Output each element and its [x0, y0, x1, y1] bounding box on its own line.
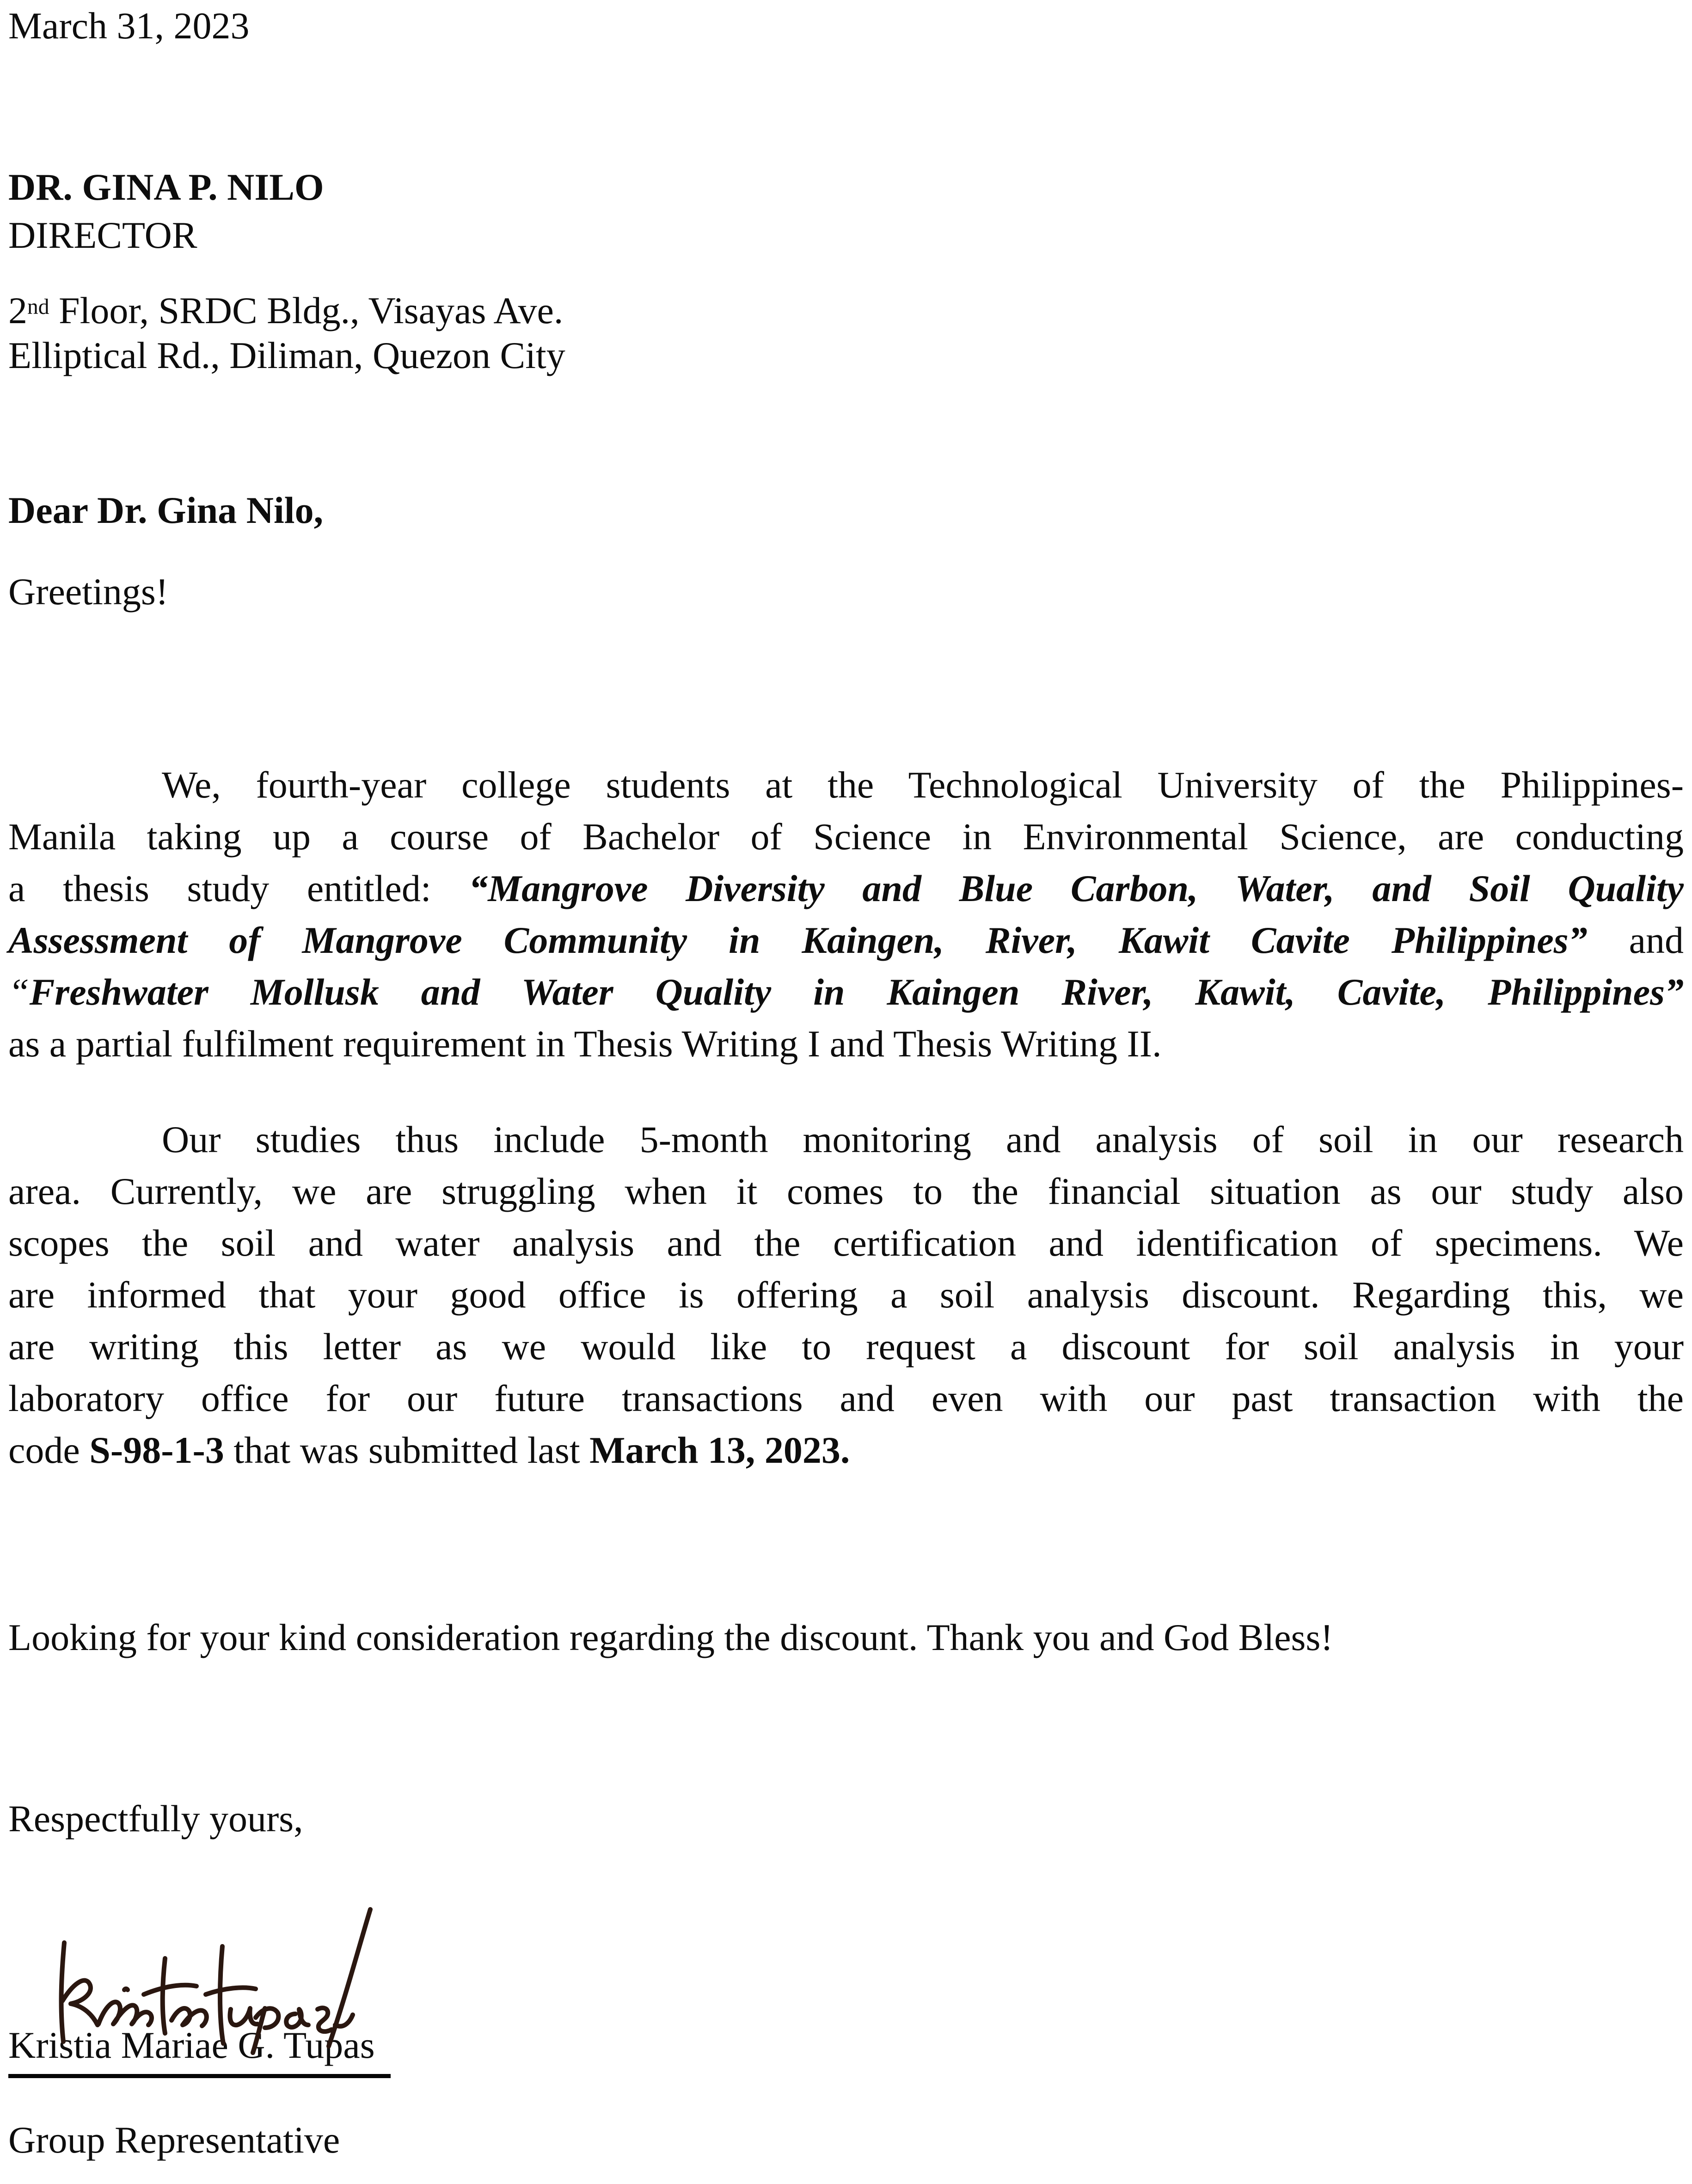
- signature-image: [44, 1904, 386, 2061]
- paragraph-line: [8, 914, 1684, 966]
- paragraph-line: [8, 863, 1684, 914]
- recipient-address-line2: Elliptical Rd., Diliman, Quezon City: [8, 334, 565, 376]
- signer-role: Group Representative: [8, 2119, 340, 2161]
- text-segment: S-98-1-3: [89, 1429, 224, 1471]
- greeting-line: Greetings!: [8, 571, 169, 613]
- text-segment: laboratory office for our future transactions and even with our past transaction with the: [8, 1377, 1684, 1419]
- text-segment: are informed that your good office is offering a soil analysis discount. Regarding this, we: [8, 1274, 1684, 1316]
- address1-ordinal: nd: [27, 295, 49, 319]
- address1-rest: Floor, SRDC Bldg., Visayas Ave.: [49, 289, 564, 331]
- body-paragraph-2: [8, 1114, 1684, 1476]
- valediction: Respectfully yours,: [8, 1798, 303, 1840]
- text-segment: Freshwater Mollusk and Water Quality in Kaingen River, Kawit, Cavite, Philippines”: [29, 971, 1684, 1013]
- text-segment: as a partial fulfilment requirement in Thesis Writing I and Thesis Writing II.: [8, 1023, 1162, 1065]
- text-segment: Our studies thus include 5-month monitoring and analysis of soil in our research: [162, 1118, 1684, 1160]
- paragraph-line: [8, 966, 1684, 1018]
- date-line: March 31, 2023: [8, 5, 250, 47]
- closing-line: Looking for your kind consideration regarding the discount. Thank you and God Bless!: [8, 1616, 1333, 1658]
- recipient-name: DR. GINA P. NILO: [8, 166, 324, 208]
- paragraph-line: [8, 1217, 1684, 1269]
- text-segment: scopes the soil and water analysis and the certification and identification of specimens. We: [8, 1222, 1684, 1264]
- text-segment: March 13, 2023.: [589, 1429, 850, 1471]
- recipient-title: DIRECTOR: [8, 214, 197, 256]
- paragraph-line: [8, 811, 1684, 863]
- paragraph-line: [8, 1018, 1684, 1070]
- paragraph-line: [8, 1114, 1684, 1166]
- paragraph-line: [8, 759, 1684, 811]
- paragraph-line: [8, 1424, 1684, 1476]
- text-segment: area. Currently, we are struggling when it comes to the financial situation as our study also: [8, 1170, 1684, 1212]
- text-segment: We, fourth-year college students at the Technological University of the Philippines-: [162, 764, 1684, 806]
- address1-base: 2: [8, 289, 27, 331]
- salutation: Dear Dr. Gina Nilo,: [8, 489, 324, 531]
- text-segment: “Mangrove Diversity and Blue Carbon, Water, and Soil Quality: [469, 867, 1684, 909]
- paragraph-line: [8, 1269, 1684, 1321]
- paragraph-line: [8, 1166, 1684, 1217]
- text-segment: Manila taking up a course of Bachelor of Science in Environmental Science, are conducting: [8, 816, 1684, 858]
- text-segment: a thesis study entitled:: [8, 867, 469, 909]
- text-segment: code: [8, 1429, 90, 1471]
- paragraph-line: [8, 1373, 1684, 1424]
- text-segment: “: [8, 971, 30, 1013]
- text-segment: Assessment of Mangrove Community in Kaingen, River, Kawit Cavite Philippines”: [8, 919, 1588, 961]
- text-segment: that was submitted last: [224, 1429, 590, 1471]
- signer-name: Kristia Mariae G. Tupas: [8, 2023, 391, 2078]
- text-segment: are writing this letter as we would like to request a discount for soil analysis in your: [8, 1325, 1684, 1368]
- paragraph-line: [8, 1321, 1684, 1373]
- body-paragraph-1: [8, 759, 1684, 1070]
- text-segment: and: [1587, 919, 1684, 961]
